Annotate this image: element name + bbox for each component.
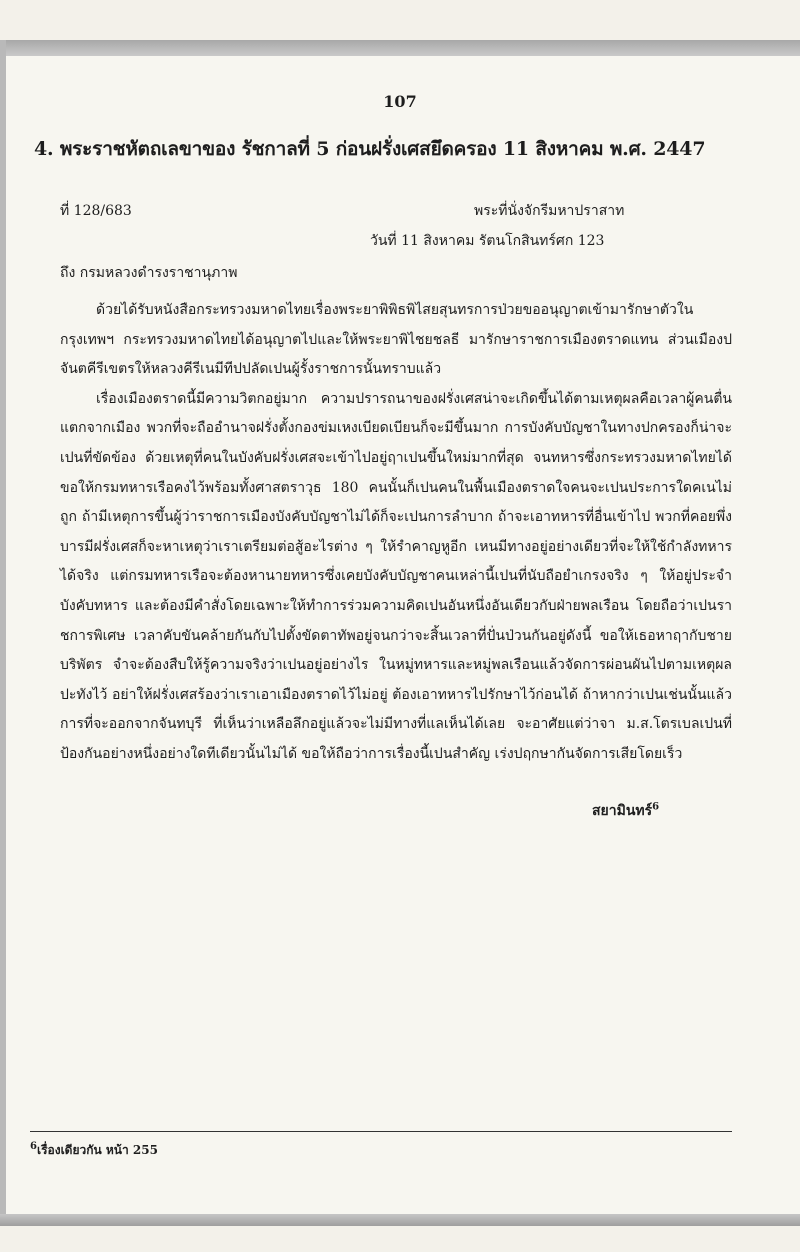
- footnote-reference: 6: [652, 801, 660, 813]
- signature: [592, 800, 659, 822]
- paragraph: เรื่องเมืองตราดนี้มีความวิตกอยู่มาก ความปรารถนาของฝรั่งเศสน่าจะเกิดขึ้นได้ตามเหตุผลคือเวลาผู้คนตื่นแตกจากเมือง พวกที่จะถืออำนาจฝรั่งตั้งกองข่มเหงเบียดเบียนก็จะมีขึ้นมาก การบังคับบัญชาในทางปกครองก็น่าจะเปนที่ขัดข้อง ด้วยเหตุที่คนในบังคับฝรั่งเศสจะเข้าไปอยู่ฤาเปนขึ้นใหม่มากที่สุด จนทหารซึ่งกระทรวงมหาดไทยได้ขอให้กรมทหารเรือคงไว้พร้อมทั้งศาสตราวุธ 180 คนนั้นก็เปนคนในพื้นเมืองตราดใจคนจะเปนประการใดคเนไม่ถูก ถ้ามีเหตุการขึ้นผู้ว่าราชการเมืองบังคับบัญชาไม่ได้ก็จะเปนการลำบาก ถ้าจะเอาทหารที่อื่นเข้าไป พวกที่คอยพึ่งบารมีฝรั่งเศสก็จะหาเหตุว่าเราเตรียมต่อสู้อะไรต่าง ๆ ให้รำคาญหูอีก เหนมีทางอยู่อย่างเดียวที่จะให้ใช้กำลังทหารได้จริง แต่กรมทหารเรือจะต้องหานายทหารซึ่งเคยบังคับบัญชาคนเหล่านี้เปนที่นับถือยำเกรงจริง ๆ ให้อยู่ประจำบังคับทหาร และต้องมีคำสั่งโดยเฉพาะให้ทำการร่วมความคิดเปนอันหนึ่งอันเดียวกับฝ่ายพลเรือน โดยถือว่าเปนราชการพิเศษ เวลาคับขันคล้ายกันกับไปตั้งขัดตาทัพอยู่จนกว่าจะสิ้นเวลาที่ปั่นป่วนกันอยู่ดังนี้ ขอให้เธอหาฤากับชายบริพัตร จำจะต้องสืบให้รู้ความจริงว่าเปนอยู่อย่างไร ในหมู่ทหารและหมู่พลเรือนแล้วจัดการผ่อนผันไปตามเหตุผลปะทังไว้ อย่าให้ฝรั่งเศสร้องว่าเราเอาเมืองตราดไว้ไม่อยู่ ต้องเอาทหารไปรักษาไว้ก่อนได้ ถ้าหากว่าเปนเช่นนั้นแล้วการที่จะออกจากจันทบุรี ที่เห็นว่าเหลือลึกอยู่แล้วจะไม่มีทางที่แลเห็นได้เลย จะอาศัยแต่ว่าจา ม.ส.โตรเบลเปนที่ป้องกันอย่างหนึ่งอย่างใดทีเดียวนั้นไม่ได้ ขอให้ถือว่าการเรื่องนี้เปนสำคัญ เร่งปฤกษากันจัดการเสียโดยเร็ว: [60, 390, 732, 762]
- letter-reference: ที่ 128/683: [60, 203, 132, 219]
- scan-edge-top: [0, 40, 800, 56]
- scan-edge-bottom: [0, 1214, 800, 1226]
- letter-body: [60, 296, 732, 770]
- footnote-text: เรื่องเดียวกัน หน้า 255: [36, 1143, 158, 1157]
- footnote-divider: [30, 1131, 732, 1132]
- letter-place: พระที่นั่งจักรีมหาปราสาท: [474, 203, 625, 219]
- paragraph: ด้วยได้รับหนังสือกระทรวงมหาดไทยเรื่องพระยาพิพิธพิไสยสุนทรการป่วยขออนุญาตเข้ามารักษาตัวในกรุงเทพฯ กระทรวงมหาดไทยได้อนุญาตไปและให้พระยาพิไชยชลธี มารักษาราชการเมืองตราดแทน ส่วนเมืองปจันตคีรีเขตรให้หลวงคีรีเนมีทีปปลัดเปนผู้รั้งราชการนั้นทราบแล้ว: [60, 302, 732, 378]
- page-number: 107: [383, 92, 417, 111]
- letter-recipient: ถึง กรมหลวงดำรงราชานุภาพ: [60, 265, 238, 281]
- footnote: [30, 1141, 158, 1160]
- document-title: 4. พระราชหัตถเลขาของ รัชกาลที่ 5 ก่อนฝรั่งเศสยึดครอง 11 สิงหาคม พ.ศ. 2447: [34, 138, 706, 160]
- signature-name: สยามินทร์: [592, 803, 653, 819]
- footnote-mark: 6: [30, 1141, 37, 1152]
- letter-date: วันที่ 11 สิงหาคม รัตนโกสินทร์ศก 123: [370, 233, 605, 249]
